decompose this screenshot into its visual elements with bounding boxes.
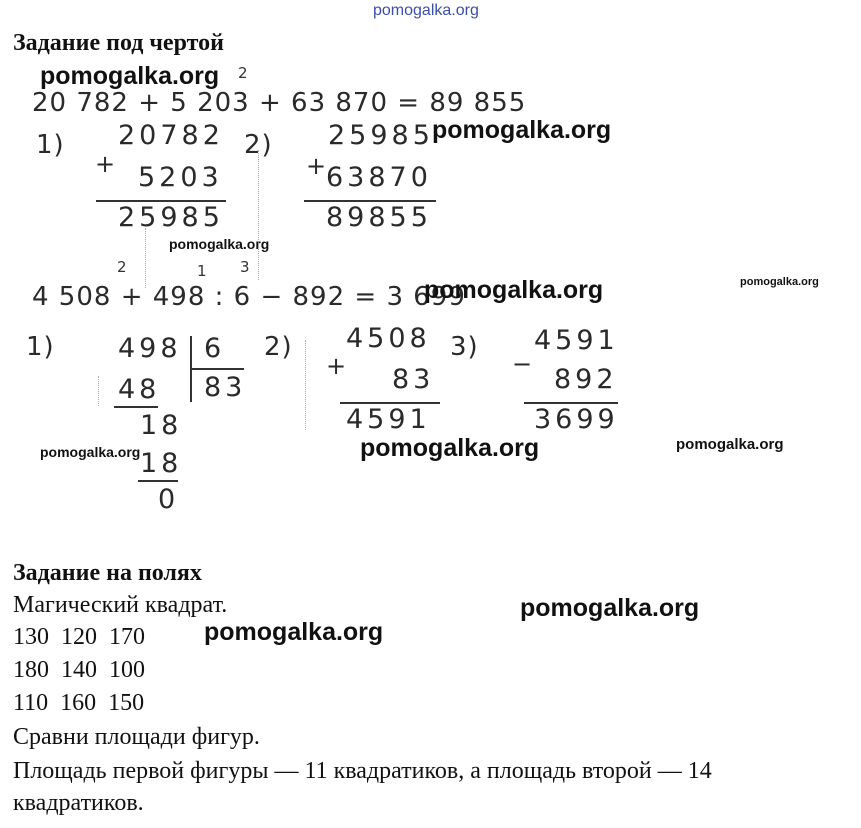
sum-result: 4591 <box>346 404 431 435</box>
step-label: 2) <box>244 130 273 160</box>
answer-line: квадратиков. <box>13 790 144 816</box>
step-label: 1) <box>36 130 65 160</box>
watermark: pomogalka.org <box>360 434 540 462</box>
plus-sign: + <box>95 150 120 178</box>
watermark: pomogalka.org <box>169 236 270 252</box>
dividend: 498 <box>118 333 182 364</box>
watermark-top: pomogalka.org <box>373 2 479 19</box>
subtrahend: 18 <box>140 448 183 479</box>
watermark: pomogalka.org <box>520 594 700 622</box>
watermark: pomogalka.org <box>40 444 141 460</box>
watermark: pomogalka.org <box>40 62 220 90</box>
addend-b: 83 <box>392 364 435 395</box>
subtrahend: 892 <box>554 364 618 395</box>
equation-1: 20 782 + 5 203 + 63 870 = 89 855 <box>32 88 527 118</box>
magic-square-row: 130 120 170 <box>13 624 145 650</box>
watermark: pomogalka.org <box>204 618 384 646</box>
answer-line: Площадь первой фигуры — 11 квадратиков, а площадь второй — 14 <box>13 758 712 784</box>
magic-square-label: Магический квадрат. <box>13 592 228 618</box>
addend-a: 25985 <box>328 120 434 151</box>
equation-2: 4 508 + 498 : 6 − 892 = 3 699 <box>32 282 466 312</box>
compare-label: Сравни площади фигур. <box>13 724 260 750</box>
quotient: 83 <box>204 372 247 403</box>
remainder: 18 <box>140 410 183 441</box>
magic-square-row: 180 140 100 <box>13 657 145 683</box>
watermark: pomogalka.org <box>424 276 604 304</box>
plus-sign: + <box>326 352 351 380</box>
sum-result: 89855 <box>326 202 432 233</box>
watermark: pomogalka.org <box>432 116 612 144</box>
order-mark: 2 <box>238 64 248 82</box>
plus-sign: + <box>306 152 331 180</box>
divisor: 6 <box>204 333 226 364</box>
magic-square-row: 110 160 150 <box>13 690 145 716</box>
difference-result: 3699 <box>534 404 619 435</box>
watermark: pomogalka.org <box>740 276 819 288</box>
step-label: 1) <box>26 332 55 362</box>
subtrahend: 48 <box>118 374 161 405</box>
watermark: pomogalka.org <box>676 436 784 453</box>
addend-a: 4508 <box>346 323 431 354</box>
addend-a: 20782 <box>118 120 224 151</box>
step-label: 2) <box>264 332 293 362</box>
sum-result: 25985 <box>118 202 224 233</box>
minus-sign: − <box>512 350 537 378</box>
addend-b: 5203 <box>138 162 223 193</box>
order-mark: 2 <box>117 258 127 276</box>
minuend: 4591 <box>534 325 619 356</box>
division-line <box>114 406 158 408</box>
addend-b: 63870 <box>326 162 432 193</box>
section-heading-under-line: Задание под чертой <box>13 30 224 56</box>
divisor-line <box>192 368 244 370</box>
section-heading-margin: Задание на полях <box>13 560 202 586</box>
step-label: 3) <box>450 332 479 362</box>
order-mark: 1 <box>197 262 207 280</box>
order-mark: 3 <box>240 258 250 276</box>
remainder-zero: 0 <box>158 484 180 515</box>
division-line <box>138 480 178 482</box>
